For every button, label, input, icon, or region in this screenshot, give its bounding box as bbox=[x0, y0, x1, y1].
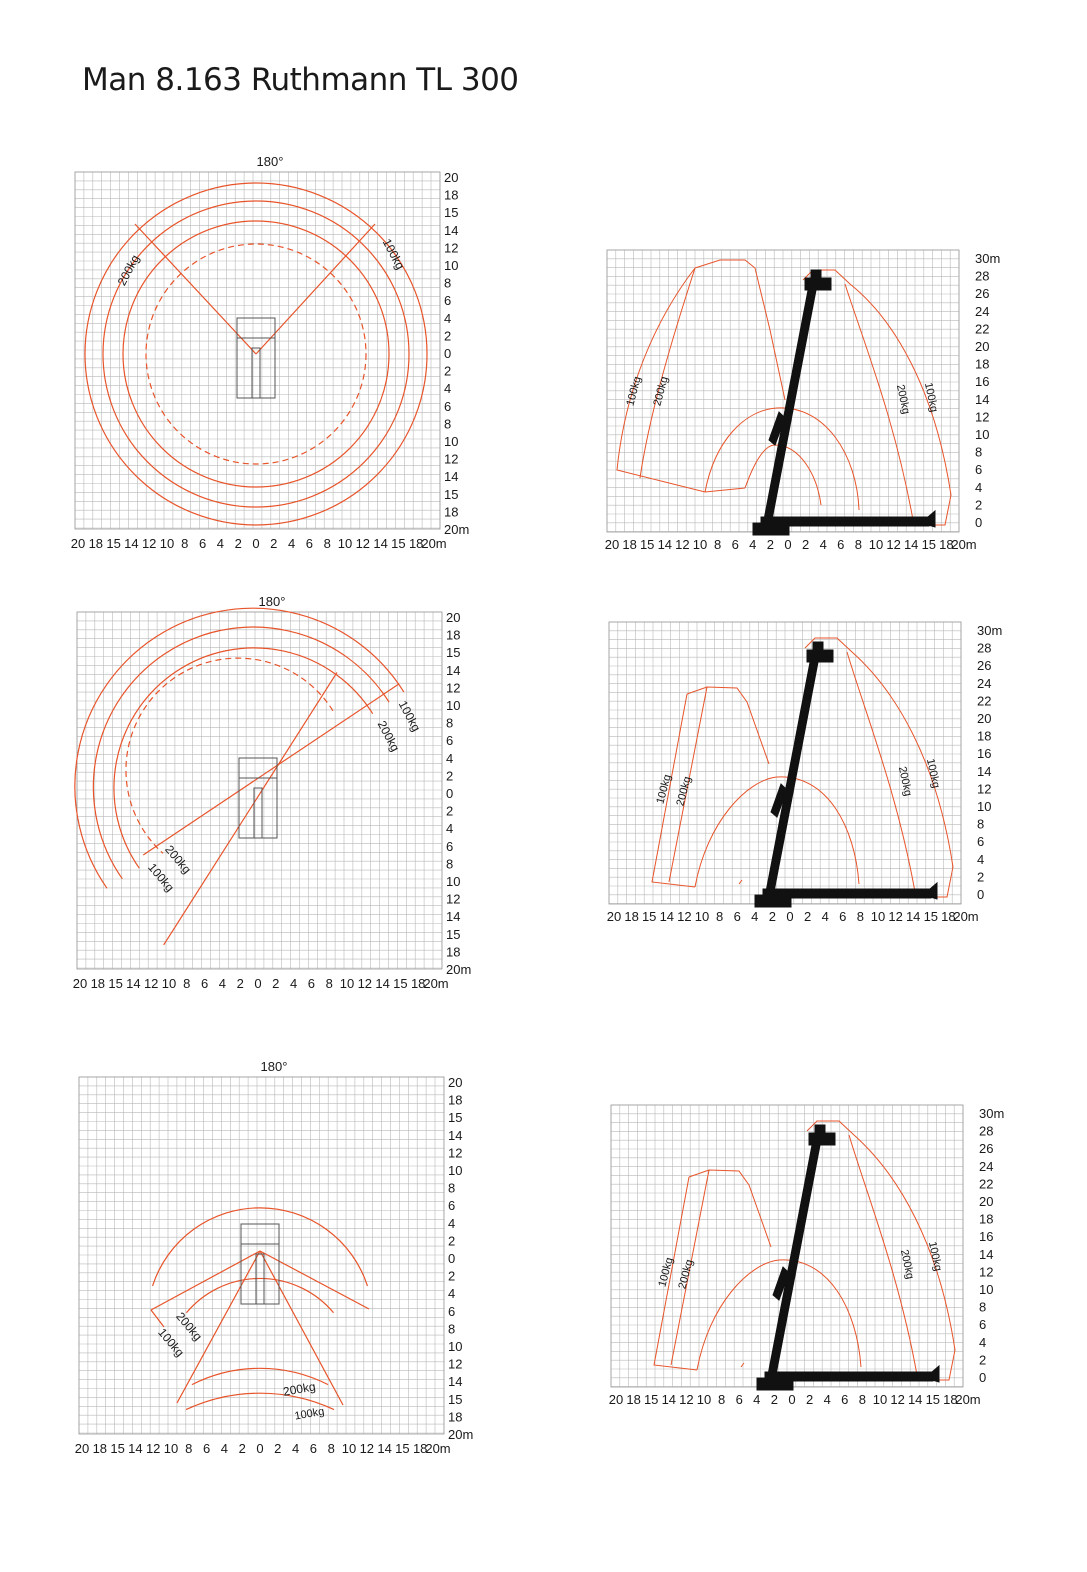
x-tick-label: 15 bbox=[639, 537, 655, 552]
y-tick-label: 20 bbox=[448, 1075, 463, 1090]
x-tick-label: 8 bbox=[183, 976, 191, 991]
x-tick-label: 15 bbox=[641, 909, 657, 924]
x-tick-label: 12 bbox=[890, 1392, 905, 1407]
x-tick-label: 8 bbox=[325, 976, 333, 991]
y-tick-label: 28 bbox=[975, 268, 990, 284]
x-tick-label: 20 bbox=[70, 536, 86, 551]
x-tick-label: 14 bbox=[907, 1392, 923, 1407]
label-200kg-right: 200kg bbox=[893, 383, 912, 416]
x-tick-label: 4 bbox=[821, 909, 829, 924]
y-tick-label: 18 bbox=[977, 728, 992, 744]
x-tick-label: 4 bbox=[751, 909, 759, 924]
sector-edge-b bbox=[164, 672, 337, 945]
x-tick-label: 4 bbox=[287, 536, 296, 551]
x-tick-label: 20m bbox=[953, 909, 979, 924]
x-tick-label: 2 bbox=[238, 1441, 246, 1456]
x-tick-label: 6 bbox=[837, 537, 845, 552]
x-tick-label: 12 bbox=[355, 536, 371, 551]
y-tick-label: 0 bbox=[448, 1251, 456, 1266]
x-tick-label: 12 bbox=[675, 537, 690, 552]
x-tick-label: 0 bbox=[252, 536, 260, 551]
y-tick-label: 28 bbox=[977, 640, 992, 656]
boom-main-arm bbox=[767, 1140, 821, 1380]
y-tick-label: 0 bbox=[444, 346, 452, 361]
sector-arc-0 bbox=[75, 608, 404, 888]
y-tick-label: 6 bbox=[975, 462, 983, 478]
x-tick-label: 12 bbox=[679, 1392, 694, 1407]
y-tick-label: 20m bbox=[448, 1427, 474, 1442]
boom-main-arm bbox=[765, 657, 819, 897]
x-tick-label: 10 bbox=[868, 537, 884, 552]
y-tick-label: 22 bbox=[977, 693, 992, 709]
x-tick-label: 15 bbox=[921, 537, 937, 552]
label-100kg-right: 100kg bbox=[925, 1240, 944, 1273]
y-tick-label: 4 bbox=[975, 479, 983, 495]
boom-main-arm bbox=[763, 285, 817, 525]
x-tick-label: 12 bbox=[145, 1441, 161, 1456]
y-tick-label: 14 bbox=[979, 1246, 994, 1262]
y-tick-label: 10 bbox=[975, 427, 990, 442]
label-100kg: 100kg bbox=[155, 1325, 187, 1360]
x-tick-label: 8 bbox=[713, 537, 722, 552]
x-tick-label: 12 bbox=[357, 976, 373, 991]
y-tick-label: 6 bbox=[448, 1198, 456, 1214]
x-tick-label: 0 bbox=[254, 976, 262, 991]
y-tick-label: 14 bbox=[975, 391, 990, 407]
y-tick-label: 12 bbox=[444, 451, 459, 467]
side-view-grid bbox=[611, 1105, 963, 1387]
side-view-diagram-1 bbox=[595, 240, 1025, 555]
boom-horizontal-arm bbox=[765, 1372, 933, 1381]
y-tick-label: 20m bbox=[446, 962, 472, 977]
y-tick-label: 14 bbox=[446, 662, 461, 678]
label-200kg-bottom: 200kg bbox=[281, 1379, 317, 1399]
y-tick-label: 18 bbox=[446, 944, 461, 960]
x-tick-label: 15 bbox=[106, 536, 121, 551]
y-tick-label: 15 bbox=[444, 205, 459, 221]
y-tick-label: 2 bbox=[446, 803, 454, 819]
x-tick-label: 12 bbox=[141, 536, 157, 551]
x-tick-label: 18 bbox=[88, 536, 104, 551]
x-tick-label: 4 bbox=[291, 1441, 300, 1456]
x-tick-label: 6 bbox=[733, 909, 741, 924]
x-tick-label: 8 bbox=[856, 909, 865, 924]
x-tick-label: 14 bbox=[377, 1441, 392, 1456]
x-tick-label: 20 bbox=[72, 976, 88, 991]
y-tick-label: 8 bbox=[448, 1321, 456, 1337]
left-envelope-top bbox=[695, 260, 785, 400]
top-view-grid bbox=[75, 172, 440, 529]
y-tick-label: 4 bbox=[448, 1286, 456, 1302]
x-tick-label: 18 bbox=[943, 1392, 958, 1407]
boom-line-left bbox=[135, 224, 256, 354]
y-tick-label: 15 bbox=[446, 926, 461, 942]
x-tick-label: 12 bbox=[888, 909, 903, 924]
label-100kg-right: 100kg bbox=[921, 381, 940, 414]
y-tick-label: 0 bbox=[979, 1370, 987, 1385]
x-tick-label: 8 bbox=[854, 537, 863, 552]
x-tick-label: 8 bbox=[717, 1392, 726, 1407]
label-100kg-left: 100kg bbox=[654, 773, 674, 806]
x-tick-label: 0 bbox=[788, 1392, 796, 1407]
x-tick-label: 4 bbox=[753, 1392, 761, 1407]
side-view-diagram-3 bbox=[599, 1095, 1029, 1410]
x-tick-label: 10 bbox=[337, 536, 353, 551]
x-tick-label: 10 bbox=[692, 537, 708, 552]
x-tick-label: 2 bbox=[272, 976, 280, 991]
y-tick-label: 14 bbox=[446, 909, 461, 925]
x-tick-label: 20 bbox=[606, 909, 622, 924]
x-tick-label: 18 bbox=[410, 976, 426, 991]
x-tick-label: 10 bbox=[159, 536, 175, 551]
y-tick-label: 2 bbox=[977, 869, 985, 885]
x-tick-label: 18 bbox=[90, 976, 106, 991]
label-200kg: 200kg bbox=[374, 718, 403, 754]
x-tick-label: 8 bbox=[327, 1441, 335, 1456]
y-tick-label: 24 bbox=[979, 1158, 994, 1174]
y-tick-label: 26 bbox=[975, 286, 990, 302]
inner-arc-tail bbox=[741, 1363, 744, 1367]
y-tick-label: 20 bbox=[979, 1194, 994, 1209]
y-tick-label: 12 bbox=[977, 781, 992, 797]
y-tick-label: 0 bbox=[977, 887, 985, 902]
x-tick-label: 4 bbox=[220, 1441, 229, 1456]
x-tick-label: 14 bbox=[657, 537, 673, 552]
top-view-diagram-1 bbox=[60, 150, 480, 555]
x-tick-label: 20m bbox=[951, 537, 977, 552]
y-tick-label: 8 bbox=[446, 715, 454, 731]
x-tick-label: 8 bbox=[858, 1392, 867, 1407]
label-200kg-left: 200kg bbox=[676, 1258, 696, 1291]
label-100kg-left: 100kg bbox=[656, 1256, 676, 1289]
x-tick-label: 14 bbox=[903, 537, 919, 552]
x-tick-label: 8 bbox=[181, 536, 189, 551]
x-tick-label: 6 bbox=[200, 976, 209, 991]
y-tick-label: 18 bbox=[444, 504, 459, 520]
angle-label: 180° bbox=[260, 1059, 288, 1074]
x-tick-label: 2 bbox=[236, 976, 244, 991]
x-tick-label: 2 bbox=[274, 1441, 282, 1456]
y-tick-label: 20 bbox=[977, 711, 992, 726]
y-tick-label: 12 bbox=[446, 680, 461, 696]
x-tick-label: 4 bbox=[823, 1392, 831, 1407]
y-tick-label: 4 bbox=[446, 821, 454, 837]
top-view-diagram-2 bbox=[62, 590, 482, 995]
label-200kg-left: 200kg bbox=[162, 842, 194, 877]
y-tick-label: 20 bbox=[444, 170, 459, 185]
x-tick-label: 18 bbox=[92, 1441, 108, 1456]
y-tick-label: 18 bbox=[448, 1409, 463, 1425]
x-tick-label: 2 bbox=[801, 537, 810, 552]
label-200kg: 200kg bbox=[114, 252, 143, 288]
boom-horizontal-arm bbox=[763, 889, 931, 898]
x-tick-label: 4 bbox=[289, 976, 298, 991]
x-tick-label: 6 bbox=[309, 1441, 318, 1456]
x-tick-label: 18 bbox=[939, 537, 954, 552]
y-tick-label: 30m bbox=[979, 1106, 1005, 1121]
rear-arc-1 bbox=[186, 1278, 333, 1312]
y-tick-label: 15 bbox=[448, 1391, 463, 1407]
x-tick-label: 18 bbox=[626, 1392, 641, 1407]
x-tick-label: 8 bbox=[323, 536, 331, 551]
y-tick-label: 16 bbox=[975, 374, 990, 390]
y-tick-label: 20 bbox=[975, 339, 990, 354]
y-tick-label: 14 bbox=[444, 469, 459, 485]
x-tick-label: 15 bbox=[925, 1392, 941, 1407]
y-tick-label: 24 bbox=[975, 303, 990, 319]
x-tick-label: 6 bbox=[839, 909, 847, 924]
x-tick-label: 4 bbox=[819, 537, 827, 552]
x-tick-label: 14 bbox=[905, 909, 921, 924]
angle-label: 180° bbox=[256, 154, 284, 169]
y-tick-label: 14 bbox=[448, 1374, 463, 1390]
x-tick-label: 14 bbox=[128, 1441, 143, 1456]
x-tick-label: 15 bbox=[391, 536, 406, 551]
label-100kg: 100kg bbox=[395, 698, 424, 734]
y-tick-label: 10 bbox=[448, 1163, 463, 1178]
y-tick-label: 12 bbox=[448, 1145, 463, 1161]
y-tick-label: 10 bbox=[444, 434, 459, 449]
x-tick-label: 10 bbox=[339, 976, 355, 991]
boom-horizontal-arm bbox=[761, 517, 929, 526]
truck-outline bbox=[237, 318, 275, 398]
x-tick-label: 20 bbox=[604, 537, 620, 552]
x-tick-label: 6 bbox=[305, 536, 314, 551]
x-tick-label: 8 bbox=[185, 1441, 193, 1456]
x-tick-label: 6 bbox=[841, 1392, 849, 1407]
label-200kg-right: 200kg bbox=[895, 765, 914, 798]
y-tick-label: 6 bbox=[444, 398, 452, 414]
x-tick-label: 2 bbox=[770, 1392, 779, 1407]
x-tick-label: 2 bbox=[768, 909, 777, 924]
y-tick-label: 4 bbox=[977, 851, 985, 867]
y-tick-label: 12 bbox=[446, 891, 461, 907]
top-view-grid bbox=[79, 1077, 444, 1434]
x-tick-label: 2 bbox=[805, 1392, 814, 1407]
x-tick-label: 2 bbox=[803, 909, 812, 924]
y-tick-label: 12 bbox=[448, 1356, 463, 1372]
x-tick-label: 15 bbox=[393, 976, 408, 991]
x-tick-label: 10 bbox=[696, 1392, 712, 1407]
boom-basket-top bbox=[815, 1125, 825, 1135]
y-tick-label: 10 bbox=[979, 1282, 994, 1297]
y-tick-label: 12 bbox=[979, 1264, 994, 1280]
y-tick-label: 26 bbox=[979, 1141, 994, 1157]
y-tick-label: 8 bbox=[975, 444, 983, 460]
x-tick-label: 12 bbox=[359, 1441, 375, 1456]
x-tick-label: 6 bbox=[307, 976, 316, 991]
x-tick-label: 14 bbox=[373, 536, 388, 551]
x-tick-label: 15 bbox=[643, 1392, 659, 1407]
x-tick-label: 12 bbox=[677, 909, 692, 924]
x-tick-label: 12 bbox=[886, 537, 901, 552]
x-tick-label: 14 bbox=[124, 536, 139, 551]
x-tick-label: 18 bbox=[941, 909, 956, 924]
x-tick-label: 15 bbox=[923, 909, 939, 924]
y-tick-label: 2 bbox=[446, 768, 454, 784]
label-100kg: 100kg bbox=[379, 236, 408, 272]
y-tick-label: 22 bbox=[979, 1176, 994, 1192]
label-200kg: 200kg bbox=[173, 1309, 205, 1344]
x-tick-label: 0 bbox=[786, 909, 794, 924]
y-tick-label: 4 bbox=[444, 381, 452, 397]
rear-edge-5 bbox=[151, 1310, 164, 1327]
sector-arc-1 bbox=[93, 627, 389, 879]
y-tick-label: 15 bbox=[444, 486, 459, 502]
y-tick-label: 18 bbox=[979, 1211, 994, 1227]
y-tick-label: 30m bbox=[977, 623, 1003, 638]
x-tick-label: 10 bbox=[341, 1441, 357, 1456]
y-tick-label: 28 bbox=[979, 1123, 994, 1139]
y-tick-label: 8 bbox=[448, 1180, 456, 1196]
x-tick-label: 0 bbox=[784, 537, 792, 552]
inner-arc-tail bbox=[739, 880, 742, 884]
label-200kg-left: 200kg bbox=[651, 375, 671, 408]
x-tick-label: 10 bbox=[694, 909, 710, 924]
y-tick-label: 20 bbox=[446, 610, 461, 625]
y-tick-label: 10 bbox=[446, 874, 461, 889]
y-tick-label: 10 bbox=[444, 258, 459, 273]
x-tick-label: 18 bbox=[412, 1441, 428, 1456]
x-tick-label: 6 bbox=[731, 537, 739, 552]
y-tick-label: 4 bbox=[448, 1215, 456, 1231]
x-tick-label: 12 bbox=[143, 976, 159, 991]
y-tick-label: 2 bbox=[444, 328, 452, 344]
y-tick-label: 4 bbox=[979, 1334, 987, 1350]
x-tick-label: 18 bbox=[408, 536, 424, 551]
x-tick-label: 14 bbox=[659, 909, 675, 924]
x-tick-label: 20 bbox=[74, 1441, 90, 1456]
y-tick-label: 12 bbox=[975, 409, 990, 425]
page-title: Man 8.163 Ruthmann TL 300 bbox=[82, 62, 519, 98]
x-tick-label: 20m bbox=[425, 1441, 451, 1456]
y-tick-label: 18 bbox=[446, 627, 461, 643]
x-tick-label: 10 bbox=[161, 976, 177, 991]
x-tick-label: 18 bbox=[622, 537, 637, 552]
x-tick-label: 6 bbox=[735, 1392, 743, 1407]
y-tick-label: 6 bbox=[444, 293, 452, 309]
y-tick-label: 2 bbox=[444, 363, 452, 379]
side-view-diagram-2 bbox=[597, 612, 1027, 927]
y-tick-label: 16 bbox=[979, 1229, 994, 1245]
y-tick-label: 14 bbox=[448, 1127, 463, 1143]
x-tick-label: 2 bbox=[766, 537, 775, 552]
y-tick-label: 6 bbox=[446, 733, 454, 749]
x-tick-label: 15 bbox=[395, 1441, 410, 1456]
y-tick-label: 8 bbox=[977, 816, 985, 832]
label-200kg-left: 200kg bbox=[674, 775, 694, 808]
y-tick-label: 15 bbox=[446, 645, 461, 661]
y-tick-label: 8 bbox=[444, 416, 452, 432]
y-tick-label: 24 bbox=[977, 675, 992, 691]
x-tick-label: 14 bbox=[375, 976, 390, 991]
y-tick-label: 0 bbox=[975, 515, 983, 530]
y-tick-label: 20m bbox=[444, 522, 470, 537]
y-tick-label: 6 bbox=[446, 838, 454, 854]
x-tick-label: 8 bbox=[715, 909, 724, 924]
y-tick-label: 8 bbox=[446, 856, 454, 872]
x-tick-label: 18 bbox=[624, 909, 639, 924]
y-tick-label: 2 bbox=[975, 497, 983, 513]
x-tick-label: 2 bbox=[270, 536, 278, 551]
y-tick-label: 16 bbox=[977, 746, 992, 762]
y-tick-label: 8 bbox=[444, 275, 452, 291]
y-tick-label: 6 bbox=[977, 834, 985, 850]
y-tick-label: 4 bbox=[444, 310, 452, 326]
y-tick-label: 6 bbox=[448, 1303, 456, 1319]
label-100kg-left: 100kg bbox=[624, 375, 644, 408]
x-tick-label: 10 bbox=[870, 909, 886, 924]
x-tick-label: 15 bbox=[110, 1441, 125, 1456]
x-tick-label: 4 bbox=[216, 536, 225, 551]
label-100kg-left: 100kg bbox=[145, 860, 177, 895]
y-tick-label: 10 bbox=[448, 1339, 463, 1354]
x-tick-label: 6 bbox=[198, 536, 207, 551]
y-tick-label: 2 bbox=[448, 1268, 456, 1284]
x-tick-label: 20 bbox=[608, 1392, 624, 1407]
y-tick-label: 18 bbox=[448, 1092, 463, 1108]
y-tick-label: 2 bbox=[448, 1233, 456, 1249]
x-tick-label: 20m bbox=[421, 536, 447, 551]
y-tick-label: 30m bbox=[975, 251, 1001, 266]
x-tick-label: 0 bbox=[256, 1441, 264, 1456]
y-tick-label: 14 bbox=[977, 763, 992, 779]
y-tick-label: 0 bbox=[446, 786, 454, 801]
y-tick-label: 22 bbox=[975, 321, 990, 337]
y-tick-label: 10 bbox=[446, 698, 461, 713]
x-tick-label: 14 bbox=[126, 976, 141, 991]
y-tick-label: 26 bbox=[977, 658, 992, 674]
y-tick-label: 10 bbox=[977, 799, 992, 814]
y-tick-label: 8 bbox=[979, 1299, 987, 1315]
x-tick-label: 15 bbox=[108, 976, 123, 991]
angle-label: 180° bbox=[258, 594, 286, 609]
label-100kg-right: 100kg bbox=[923, 757, 942, 790]
side-view-grid bbox=[609, 622, 961, 904]
x-tick-label: 2 bbox=[234, 536, 242, 551]
x-tick-label: 4 bbox=[218, 976, 227, 991]
y-tick-label: 12 bbox=[444, 240, 459, 256]
y-tick-label: 14 bbox=[444, 222, 459, 238]
y-tick-label: 4 bbox=[446, 750, 454, 766]
y-tick-label: 15 bbox=[448, 1110, 463, 1126]
x-tick-label: 20m bbox=[423, 976, 449, 991]
label-200kg-right: 200kg bbox=[897, 1248, 916, 1281]
y-tick-label: 2 bbox=[979, 1352, 987, 1368]
top-view-diagram-3 bbox=[64, 1055, 484, 1460]
boom-basket-top bbox=[813, 642, 823, 652]
x-tick-label: 6 bbox=[202, 1441, 211, 1456]
y-tick-label: 18 bbox=[975, 356, 990, 372]
label-100kg-bottom: 100kg bbox=[293, 1405, 326, 1423]
x-tick-label: 20m bbox=[955, 1392, 981, 1407]
top-view-grid bbox=[77, 612, 442, 969]
y-tick-label: 18 bbox=[444, 187, 459, 203]
y-tick-label: 6 bbox=[979, 1317, 987, 1333]
x-tick-label: 14 bbox=[661, 1392, 677, 1407]
x-tick-label: 4 bbox=[749, 537, 757, 552]
boom-basket-top bbox=[811, 270, 821, 280]
x-tick-label: 10 bbox=[163, 1441, 179, 1456]
x-tick-label: 10 bbox=[872, 1392, 888, 1407]
